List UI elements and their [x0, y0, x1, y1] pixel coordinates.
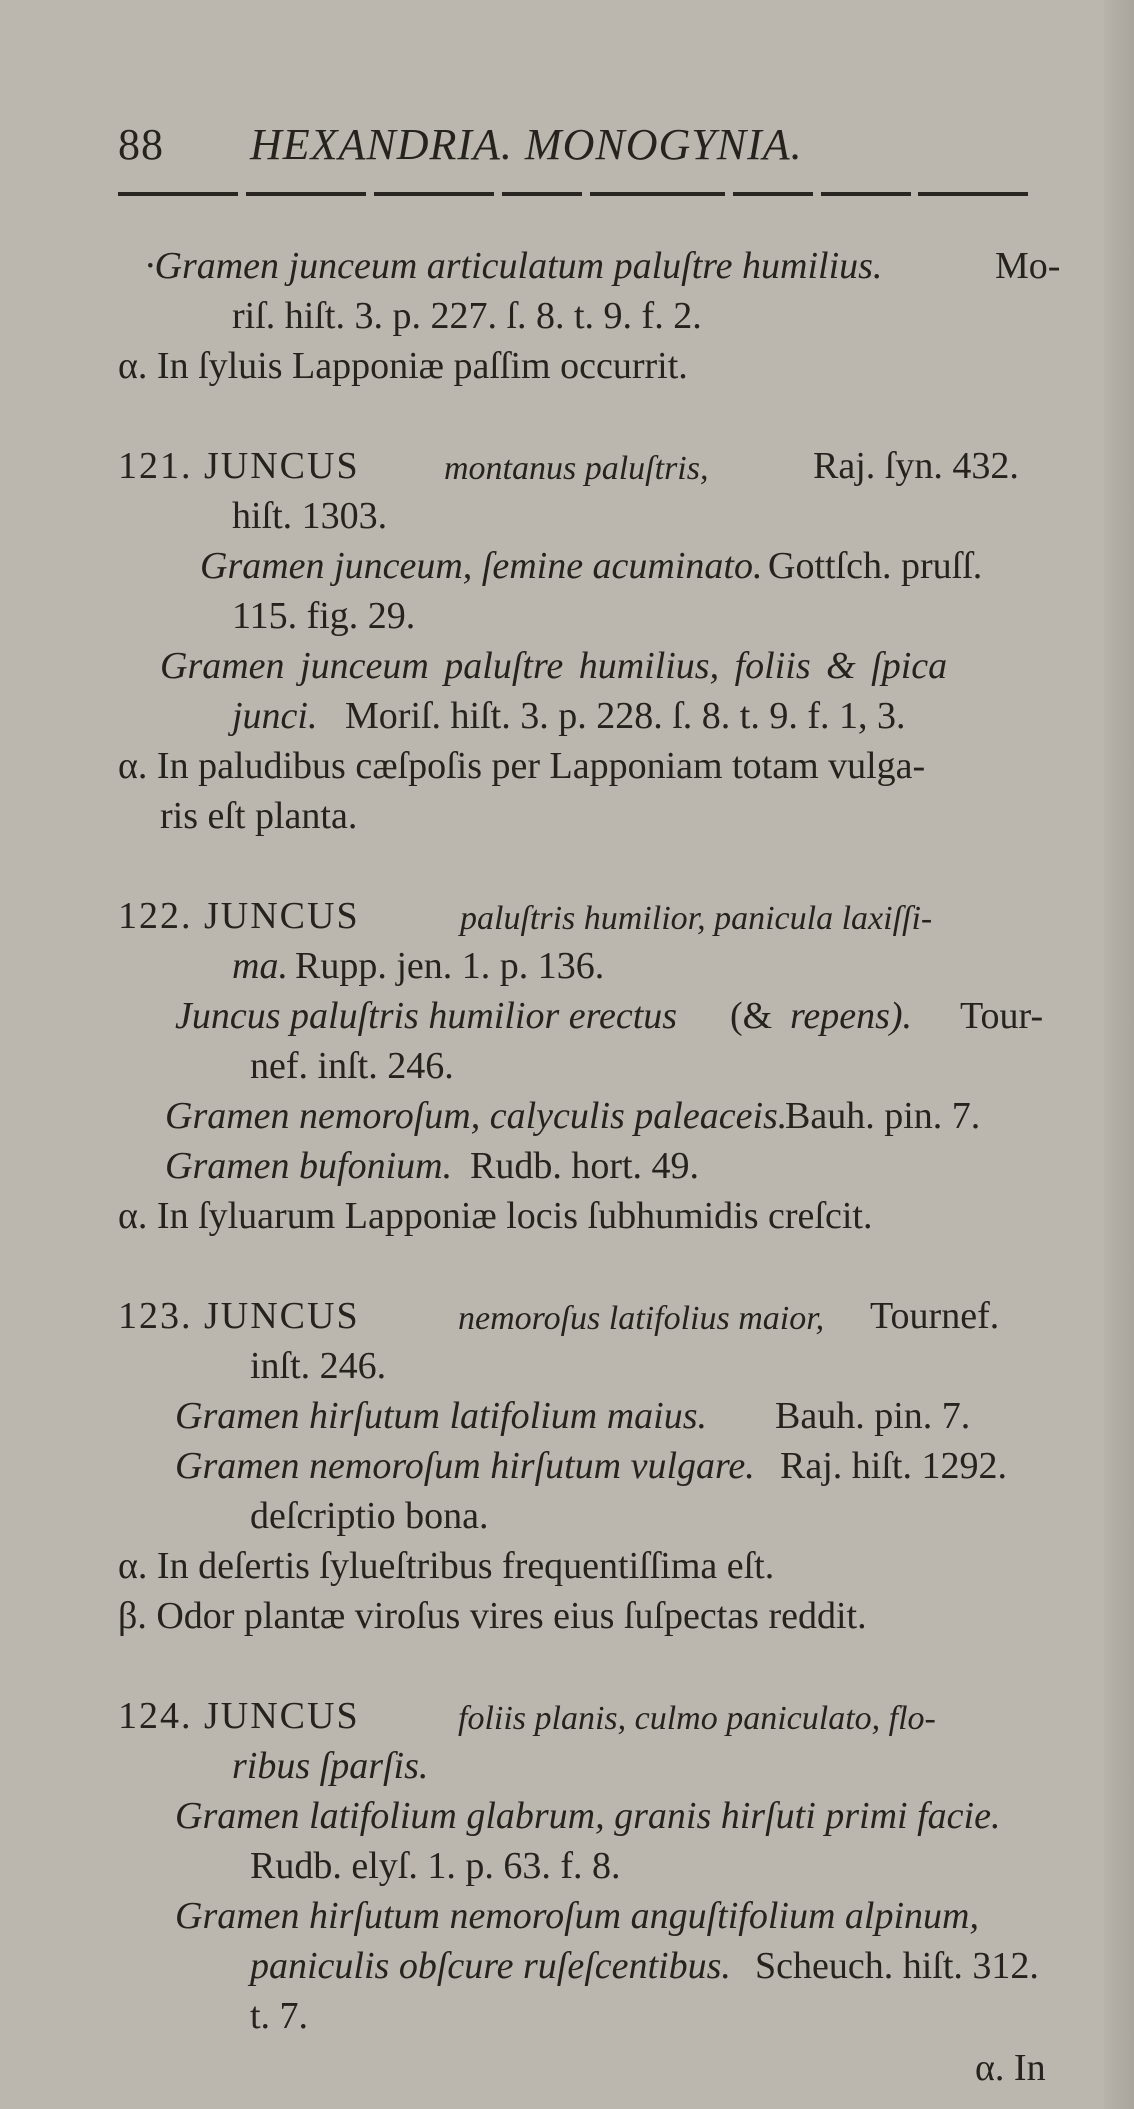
- text-line: repens).: [790, 995, 913, 1037]
- text-line: ·Gramen junceum articulatum paluſtre humilius.: [145, 245, 883, 287]
- text-line: Rudb. elyſ. 1. p. 63. f. 8.: [250, 1845, 621, 1887]
- text-line: Gramen junceum paluſtre humilius, foliis & ſpica: [160, 645, 948, 687]
- text-line: Gramen latifolium glabrum, granis hirſuti primi facie.: [175, 1795, 1001, 1837]
- header-rule: [118, 189, 1048, 199]
- text-line: Rudb. hort. 49.: [470, 1145, 700, 1187]
- text-line: Gramen nemoroſum, calyculis paleaceis.: [165, 1095, 788, 1137]
- text-line: paluſtris humilior, panicula laxiſſi-: [460, 900, 933, 937]
- text-line: α. In ſyluis Lapponiæ paſſim occurrit.: [118, 345, 688, 387]
- text-line: Gottſch. pruſſ.: [768, 545, 983, 587]
- text-line: paniculis obſcure ruſeſcentibus.: [250, 1945, 731, 1987]
- running-title: HEXANDRIA. MONOGYNIA.: [250, 120, 803, 169]
- text-line: β. Odor plantæ viroſus vires eius ſuſpectas reddit.: [118, 1595, 867, 1637]
- text-line: Tour-: [960, 995, 1044, 1037]
- text-line: Moriſ. hiſt. 3. p. 228. ſ. 8. t. 9. f. 1, 3.: [345, 695, 906, 737]
- text-line: Gramen bufonium.: [165, 1145, 453, 1187]
- text-line: (&: [730, 995, 773, 1037]
- catchword: α. In: [975, 2047, 1046, 2089]
- text-line: Mo-: [995, 245, 1061, 287]
- text-line: deſcriptio bona.: [250, 1495, 489, 1537]
- entry-heading-122: 122. JUNCUS: [118, 895, 360, 937]
- page-number: 88: [118, 120, 164, 169]
- text-line: α. In deſertis ſylueſtribus frequentiſſima eſt.: [118, 1545, 775, 1587]
- text-line: Gramen hirſutum nemoroſum anguſtifolium alpinum,: [175, 1895, 979, 1937]
- text-line: montanus paluſtris,: [444, 450, 709, 487]
- text-line: α. In ſyluarum Lapponiæ locis ſubhumidis creſcit.: [118, 1195, 873, 1237]
- text-line: t. 7.: [250, 1995, 309, 2037]
- text-line: α. In paludibus cæſpoſis per Lapponiam totam vulga-: [118, 745, 926, 787]
- text-line: riſ. hiſt. 3. p. 227. ſ. 8. t. 9. f. 2.: [232, 295, 702, 337]
- text-line: nef. inſt. 246.: [250, 1045, 454, 1087]
- text-line: foliis planis, culmo paniculato, flo-: [458, 1700, 936, 1737]
- text-line: ribus ſparſis.: [232, 1745, 429, 1787]
- entry-heading-121: 121. JUNCUS: [118, 445, 360, 487]
- text-line: Tournef.: [870, 1295, 1000, 1337]
- text-line: inſt. 246.: [250, 1345, 387, 1387]
- entry-heading-123: 123. JUNCUS: [118, 1295, 360, 1337]
- text-line: 115. fig. 29.: [232, 595, 416, 637]
- text-line: nemoroſus latifolius maior,: [458, 1300, 825, 1337]
- text-line: Gramen junceum, ſemine acuminato.: [200, 545, 763, 587]
- text-line: Raj. ſyn. 432.: [813, 445, 1019, 487]
- text-line: junci.: [232, 695, 318, 737]
- text-line: Gramen nemoroſum hirſutum vulgare.: [175, 1445, 755, 1487]
- entry-heading-124: 124. JUNCUS: [118, 1695, 360, 1737]
- text-line: Rupp. jen. 1. p. 136.: [295, 945, 605, 987]
- text-line: Raj. hiſt. 1292.: [780, 1445, 1007, 1487]
- text-line: Juncus paluſtris humilior erectus: [175, 995, 678, 1037]
- text-line: Scheuch. hiſt. 312.: [755, 1945, 1039, 1987]
- page-edge: [1104, 0, 1134, 2109]
- text-line: hiſt. 1303.: [232, 495, 388, 537]
- text-line: ris eſt planta.: [160, 795, 358, 837]
- text-line: Bauh. pin. 7.: [775, 1395, 971, 1437]
- text-line: Bauh. pin. 7.: [785, 1095, 981, 1137]
- text-line: ma.: [232, 945, 288, 987]
- text-line: Gramen hirſutum latifolium maius.: [175, 1395, 708, 1437]
